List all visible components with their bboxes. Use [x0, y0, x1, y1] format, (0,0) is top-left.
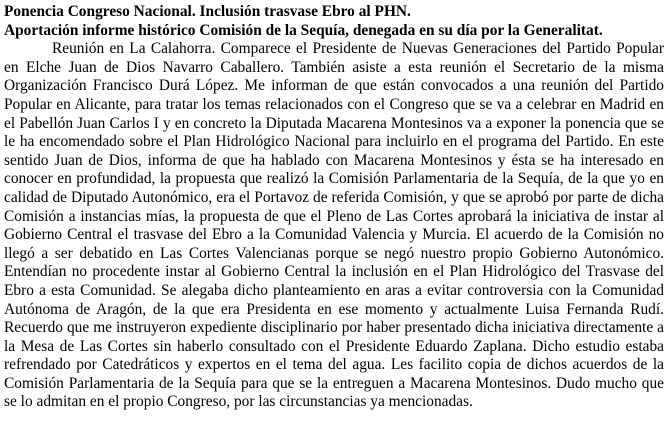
document-body-paragraph: Reunión en La Calahorra. Comparece el Presidente de Nuevas Generaciones del Partido Popular en Elche Juan de Dios Navarro Caballero. También asiste a esta reunión el Secretario de la misma Organización Francisco Durá López. Me informan de que están convocados a una reunión del Partido Popular en Alicante, para tratar los temas relacionados con el Congreso que se va a celebrar en Madrid en el Pabellón Juan Carlos I y en concreto la Diputada Macarena Montesinos va a exponer la ponencia que se le ha encomendado sobre el Plan Hidrológico Nacional para incluirlo en el programa del Partido. En este sentido Juan de Dios, informa de que ha hablado con Macarena Montesinos y ésta se ha interesado en conocer en profundidad, la propuesta que realizó la Comisión Parlamentaria de la Sequía, de la que yo en calidad de Diputado Autonómico, era el Portavoz de referida Comisión, y que se aprobó por parte de dicha Comisión a instancias mías, la propuesta de que el Pleno de Las Cortes aprobará la iniciativa de instar al Gobierno Central el trasvase del Ebro a la Comunidad Valencia y Murcia. El acuerdo de la Comisión no llegó a ser debatido en Las Cortes Valencianas porque se negó nuestro propio Gobierno Autonómico. Entendían no procedente instar al Gobierno Central la inclusión en el Plan Hidrológico del Trasvase del Ebro a esta Comunidad. Se alegaba dicho planteamiento en aras a evitar controversia con la Comunidad Autónoma de Aragón, de la que era Presidenta en ese momento y actualmente Luisa Fernanda Rudí. Recuerdo que me instruyeron expediente disciplinario por haber presentado dicha iniciativa directamente a la Mesa de Las Cortes sin haberlo consultado con el Presidente Eduardo Zaplana. Dicho estudio estaba refrendado por Catedráticos y expertos en el tema del agua. Les facilito copia de dichos acuerdos de la Comisión Parlamentaria de la Sequía para que se la entreguen a Macarena Montesinos. Dudo mucho que se lo admitan en el propio Congreso, por las circunstancias ya mencionadas. [4, 40, 664, 411]
document-heading-line-1: Ponencia Congreso Nacional. Inclusión trasvase Ebro al PHN. [4, 3, 411, 20]
document-page [4, 3, 664, 412]
document-heading-line-2: Aportación informe histórico Comisión de la Sequía, denegada en su día por la Generalitat. [4, 21, 603, 39]
